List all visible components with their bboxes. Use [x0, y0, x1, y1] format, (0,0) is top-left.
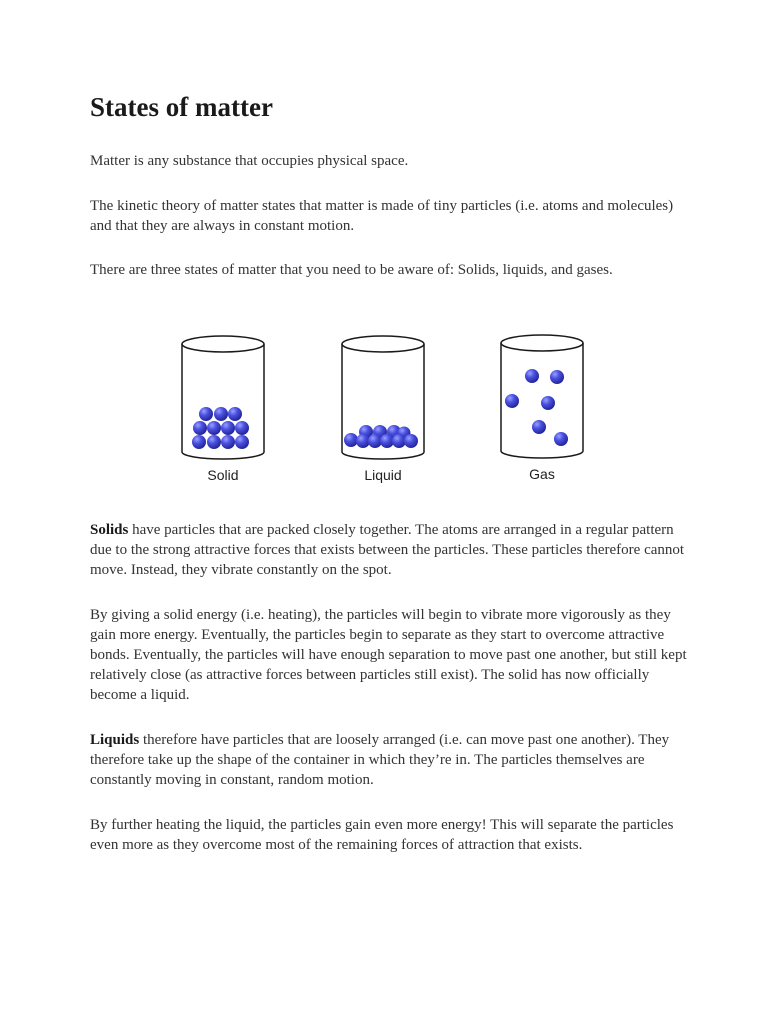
- containers-illustration: [170, 330, 600, 490]
- paragraph-heating-solid: [90, 605, 690, 705]
- paragraph-three-states: [90, 260, 690, 280]
- container-solid: [182, 336, 264, 483]
- paragraph-lead-solids: Solids: [90, 522, 129, 538]
- liquid-particles: [344, 425, 418, 448]
- container-liquid: [342, 336, 424, 483]
- paragraph-text: The kinetic theory of matter states that matter is made of tiny particles (i.e. atoms and molecules) and that they are always in constant motion.: [90, 198, 674, 234]
- paragraph-lead-liquids: Liquids: [90, 732, 140, 748]
- paragraph-text: Matter is any substance that occupies physical space.: [90, 153, 409, 169]
- paragraph-text: There are three states of matter that you need to be aware of: Solids, liquids, and gases.: [90, 262, 613, 278]
- label-solid: Solid: [207, 467, 239, 483]
- paragraph-kinetic-theory: [90, 196, 690, 236]
- container-gas: [501, 335, 583, 482]
- paragraph-solids: [90, 520, 690, 580]
- paragraph-text: have particles that are packed closely together. The atoms are arranged in a regular pattern due to the strong attractive forces that exists between the particles. These particles therefore cannot move. Instead, they vibrate constantly on the spot.: [90, 522, 685, 578]
- paragraph-liquids: [90, 730, 690, 790]
- paragraph-heating-liquid: [90, 815, 690, 855]
- paragraph-definition: [90, 151, 690, 171]
- paragraph-text: By giving a solid energy (i.e. heating), the particles will begin to vibrate more vigorously as they gain more energy. Eventually, the particles begin to separate as they start to overcome attractive bonds. Eventually, the particles will have enough separation to move past one another, but still kept relatively close (as attractive forces between particles still exist). The solid has now officially become a liquid.: [90, 607, 687, 703]
- paragraph-text: By further heating the liquid, the particles gain even more energy! This will separate the particles even more as they overcome most of the remaining forces of attraction that exists.: [90, 817, 674, 853]
- page-title: States of matter: [90, 92, 273, 122]
- solid-particles: [192, 407, 249, 449]
- label-liquid: Liquid: [364, 467, 402, 483]
- label-gas: Gas: [529, 466, 555, 482]
- paragraph-text: therefore have particles that are loosely arranged (i.e. can move past one another). They therefore take up the shape of the container in which they’re in. The particles themselves are constantly moving in constant, random motion.: [90, 732, 670, 788]
- states-of-matter-figure: [170, 330, 600, 490]
- gas-particles: [505, 369, 568, 446]
